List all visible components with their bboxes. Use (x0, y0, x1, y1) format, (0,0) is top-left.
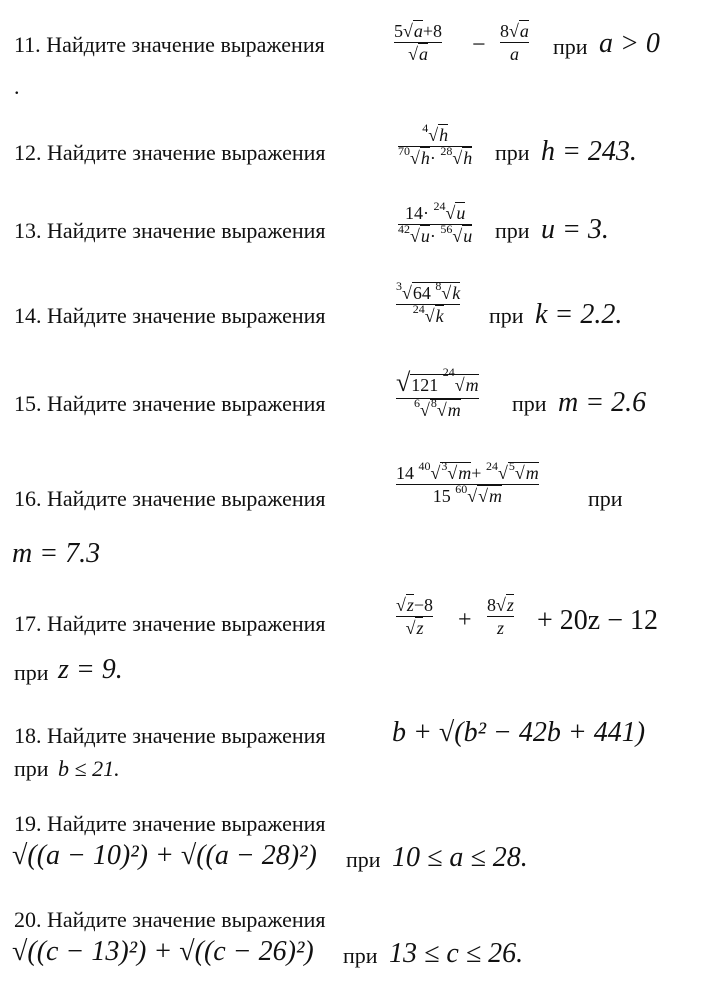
problem-prompt: Найдите значение выражения (47, 218, 326, 243)
problem-prompt: Найдите значение выражения (47, 723, 326, 748)
problem-20-condition: 13 ≤ c ≤ 26. (389, 938, 524, 969)
problem-number: 12. (14, 140, 42, 165)
problem-number: 19. (14, 811, 42, 836)
problem-14-condition: k = 2.2. (535, 299, 623, 330)
problem-number: 18. (14, 723, 42, 748)
problem-19-text (14, 813, 326, 835)
problem-number: 16. (14, 486, 42, 511)
problem-number: 11. (14, 32, 41, 57)
problem-18-text (14, 725, 326, 747)
problem-20-expression: √((c − 13)²) + √((c − 26)²) (12, 936, 314, 967)
problem-prompt: Найдите значение выражения (47, 140, 326, 165)
problem-12-fraction: $^4$√h $^{70}$√h· $^{28}$√h (398, 121, 473, 169)
problem-16-text (14, 488, 326, 510)
problem-13-fraction: 14· $^{24}$√u $^{42}$√u· $^{56}$√u (398, 199, 473, 247)
problem-prompt: Найдите значение выражения (47, 611, 326, 636)
problem-15-condition: m = 2.6 (558, 387, 647, 418)
problem-20-condition-word: при (343, 943, 378, 968)
problem-19-condition: 10 ≤ a ≤ 28. (392, 842, 528, 873)
problem-11-fraction-1: 5√a+8 √a (394, 21, 443, 65)
problem-17-plus: + (458, 607, 472, 633)
problem-11-fraction-2: 8√a a (500, 21, 529, 65)
problem-14-text (14, 305, 326, 327)
problem-16-condition: m = 7.3 (12, 538, 101, 569)
problem-prompt: Найдите значение выражения (47, 391, 326, 416)
problem-number: 13. (14, 218, 42, 243)
problem-17-tail: + 20z − 12 (537, 605, 659, 636)
problem-number: 15. (14, 391, 42, 416)
problem-12-text (14, 142, 326, 164)
problem-19-condition-word: при (346, 847, 381, 872)
problem-number: 14. (14, 303, 42, 328)
problem-15-condition-word: при (512, 391, 547, 416)
problem-prompt: Найдите значение выражения (47, 486, 326, 511)
problem-11-condition: a > 0 (599, 28, 660, 59)
problem-11-condition-word: при (553, 34, 588, 59)
problem-prompt: Найдите значение выражения (47, 907, 326, 932)
problem-12-condition-word: при (495, 140, 530, 165)
problem-18-condition-word: при (14, 756, 49, 781)
stray-dot: . (14, 74, 20, 99)
problem-number: 17. (14, 611, 42, 636)
problem-20-text (14, 909, 326, 931)
problem-12-condition: h = 243. (541, 136, 637, 167)
problem-prompt: Найдите значение выражения (47, 811, 326, 836)
problem-16-fraction: 14 $^{40}$√$^3$√m+ $^{24}$√$^5$√m 15 $^{60}$√√m (396, 459, 539, 507)
problem-16-condition-word: при (588, 486, 623, 511)
problem-14-fraction: $^3$√64 $^8$√k $^{24}$√k (396, 279, 461, 327)
problem-18-expression: b + √(b² − 42b + 441) (392, 717, 646, 748)
problem-18-condition: b ≤ 21. (58, 756, 120, 781)
problem-14-condition-word: при (489, 303, 524, 328)
problem-11-minus: − (472, 32, 486, 58)
problem-prompt: Найдите значение выражения (47, 303, 326, 328)
problem-15-fraction: √121 $^{24}$√m $^6$√$^8$√m (396, 365, 479, 421)
problem-13-condition: u = 3. (541, 214, 609, 245)
problem-13-condition-word: при (495, 218, 530, 243)
problem-13-text (14, 220, 326, 242)
problem-number: 20. (14, 907, 42, 932)
problem-17-fraction-2: 8√z z (487, 595, 514, 639)
problem-17-fraction-1: √z−8 √z (396, 595, 434, 639)
problem-17-condition: z = 9. (58, 654, 123, 685)
problem-15-text (14, 393, 326, 415)
problem-prompt: Найдите значение выражения (46, 32, 325, 57)
problem-17-text (14, 613, 326, 635)
problem-19-expression: √((a − 10)²) + √((a − 28)²) (12, 840, 317, 871)
problem-11-text (14, 34, 325, 56)
problem-17-condition-word: при (14, 660, 49, 685)
